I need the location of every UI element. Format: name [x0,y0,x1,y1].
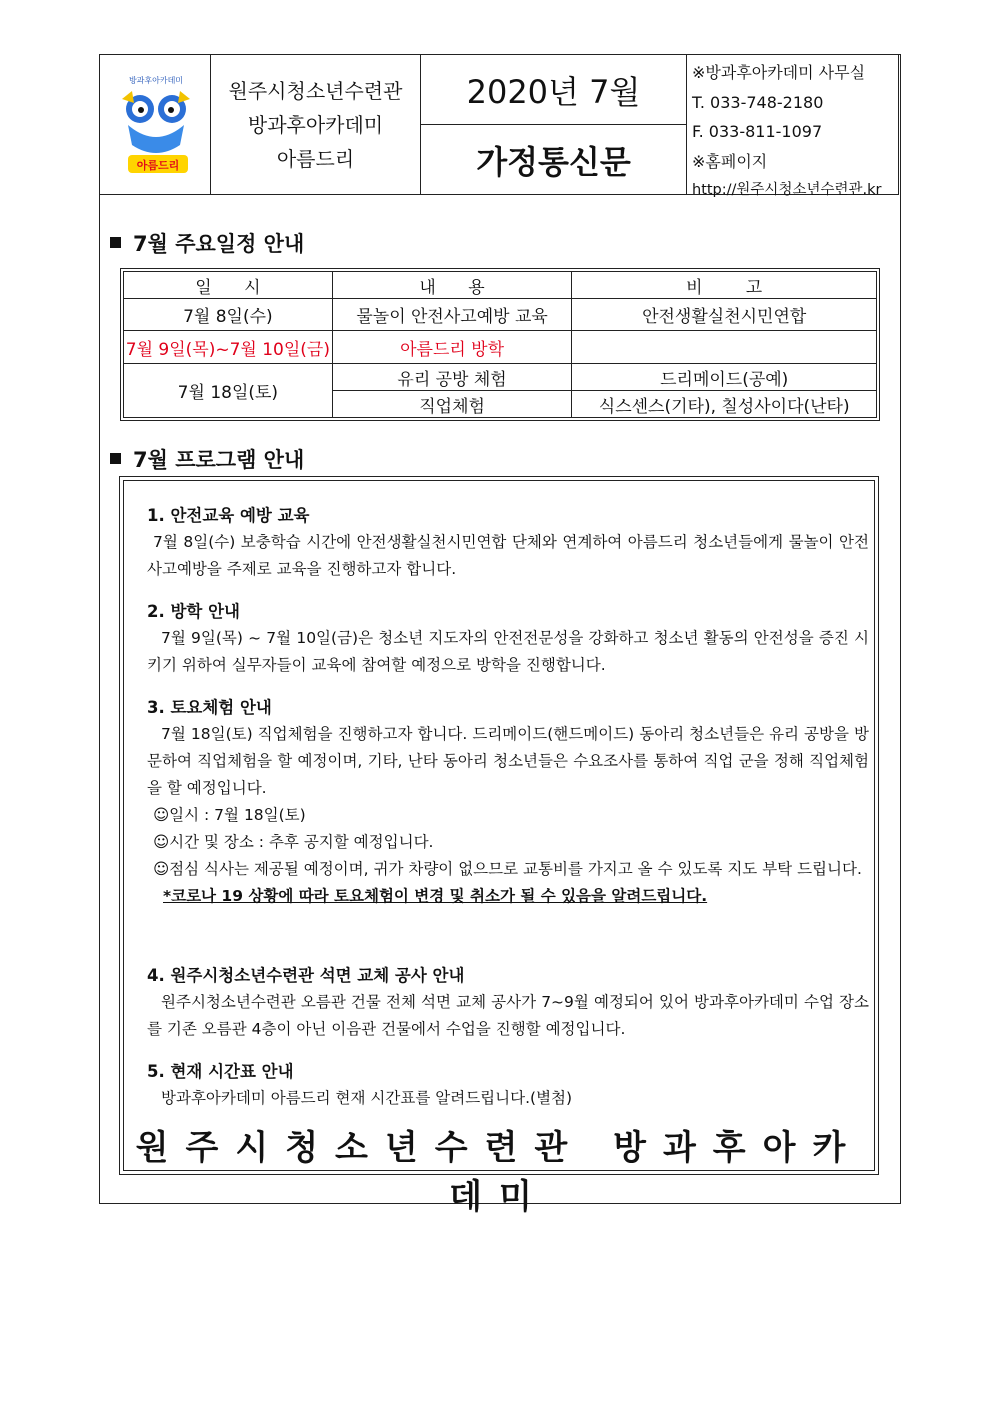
mascot-logo-icon [114,69,198,179]
logo-text-bottom: 아름드리 [136,159,180,172]
office-label: ※방과후아카데미 사무실 [692,63,866,82]
list-item: ☺점심 식사는 제공될 예정이며, 귀가 차량이 없으므로 교통비를 가지고 올 수 있도록 지도 부탁 드립니다. [153,860,862,878]
covid-note: *코로나 19 상황에 따라 토요체험이 변경 및 취소가 될 수 있음을 알려드립니다. [163,887,708,905]
title-cell [421,55,687,194]
col-note: 비 고 [572,272,877,299]
list-item: ☺시간 및 장소 : 추후 공지할 예정입니다. [153,833,434,851]
table-row: 7월 8일(수) 물놀이 안전사고예방 교육 안전생활실천시민연합 [124,299,877,331]
section-2: 2. 방학 안내 7월 9일(목) ~ 7월 10일(금)은 청소년 지도자의 안전전문성을 강화하고 청소년 활동의 안전성을 증진 시키기 위하여 실무자들이 교육에 참여할 예정으로 방학을 진행합니다. [147,602,869,674]
col-content: 내 용 [332,272,572,299]
footer-org-name: 원주시청소년수련관 방과후아카데미 [135,1128,863,1217]
org-line-3: 아름드리 [276,146,355,171]
year-month: 2020년 7월 [421,55,686,125]
square-bullet-icon [110,237,121,248]
doc-title: 가정통신문 [476,142,631,181]
program-heading: 7월 프로그램 안내 [110,444,304,474]
table-header-row [124,272,877,299]
schedule-heading: 7월 주요일정 안내 [110,228,304,258]
list-item: ☺일시 : 7월 18일(토) [153,806,306,824]
table-row: 7월 9일(목)~7월 10일(금) 아름드리 방학 [124,331,877,364]
section-5: 5. 현재 시간표 안내 방과후아카데미 아름드리 현재 시간표를 알려드립니다.(별첨) [147,1062,573,1107]
square-bullet-icon [110,453,121,464]
schedule-table [123,271,877,418]
org-line-1: 원주시청소년수련관 [228,78,403,103]
section-4: 4. 원주시청소년수련관 석면 교체 공사 안내 원주시청소년수련관 오름관 건물 전체 석면 교체 공사가 7~9월 예정되어 있어 방과후아카데미 수업 장소를 기존 오름관 4층이 아닌 이음관 건물에서 수업을 진행할 예정입니다. [147,966,869,1038]
program-box [119,476,879,1217]
homepage-link[interactable]: http://원주시청소년수련관.kr [692,182,882,198]
section-3: 3. 토요체험 안내 7월 18일(토) 직업체험을 진행하고자 합니다. 드리메이드(핸드메이드) 동아리 청소년들은 유리 공방을 방문하여 직업체험을 할 예정이며, 기타, 난타 동아리 청소년들은 수요조사를 통하여 직업 군을 정해 직업체험을 할 예정입니다. ☺일시 : 7월 18일(토) ☺시간 및 장소 : 추후 공지할 예정입니다. ☺점심 식사는 제공될 예정이며, 귀가 차량이 없으므로 교통비를 가지고 올 수 있도록 지도 부탁 드립니다. *코로나 19 상황에 따라 토요체험이 변경 및 취소가 될 수 있음을 알려드립니다. [147,695,869,910]
homepage-label: ※홈페이지 [692,151,768,171]
table-row: 직업체험 식스센스(기타), 칠성사이다(난타) [124,391,877,418]
logo-text-top: 방과후아카데미 [128,76,184,85]
logo-cell [100,55,211,194]
section-1: 1. 안전교육 예방 교육 7월 8일(수) 보충학습 시간에 안전생활실천시민연합 단체와 연계하여 아름드리 청소년들에게 물놀이 안전사고예방을 주제로 교육을 진행하고자 합니다. [147,506,869,578]
contact-cell [687,55,899,198]
header [100,55,899,198]
org-name-cell [211,55,421,194]
col-date: 일 시 [124,272,333,299]
fax: F. 033-811-1097 [692,122,823,141]
notice-page [99,54,901,1217]
table-row: 7월 18일(토) 유리 공방 체험 드리메이드(공예) [124,364,877,391]
tel: T. 033-748-2180 [692,92,824,112]
org-line-2: 방과후아카데미 [247,112,384,137]
